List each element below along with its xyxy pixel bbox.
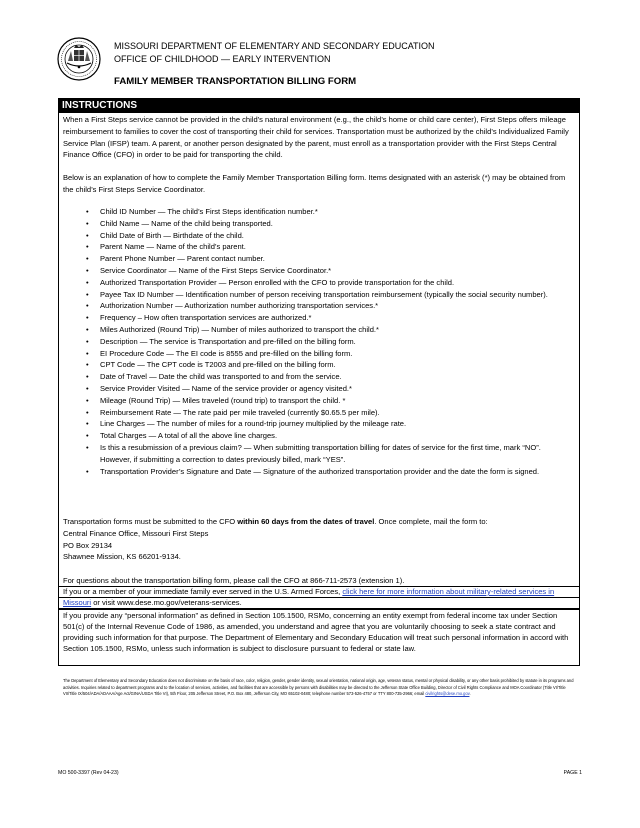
veterans-text: If you or a member of your immediate family ever served in the U.S. Armed Forces, click here for more information about military-related services in Missouri or visit www.dese.mo.gov/veterans-services. xyxy=(63,587,555,607)
privacy-notice: If you provide any “personal information” as defined in Section 105.1500, RSMo, concerning an entity exempt from federal income tax under Section 501(c) of the Internal Revenue Code of 1986, as amended, you understand and agree that you are voluntarily choosing to seek a state contract and providing such information for that purpose. The Department of Elementary and Secondary Education will treat such personal information in accord with Section 105.1500, RSMo, unless such information is subject to disclosure pursuant to federal or state law. xyxy=(63,611,569,653)
list-item: • EI Procedure Code — The EI code is 8555 and pre-filled on the billing form. xyxy=(86,348,572,360)
nondiscrimination-notice: The Department of Elementary and Secondary Education does not discriminate on the basis of race, color, religion, gender, gender identity, sexual orientation, national origin, age, veteran status, mental or physical disability, or any other basis prohibited by statute in its programs and activities. Inquiries related to department programs and to the location of services, activities, and facilities that are accessible by persons with disabilities may be directed to the Jefferson State Office Building, Director of Civil Rights Compliance and MOA Coordinator (Title VI/Title VII/Title IX/504/ADA/ADAAA/Age Act/GINA/USDA Title VI), 5th Floor, 205 Jefferson Street, P.O. Box 480, Jefferson City, MO 65102-0480; telephone number 573-526-4757 or TTY 800-735-2966; email civilrights@dese.mo.gov. xyxy=(63,678,574,697)
form-title: FAMILY MEMBER TRANSPORTATION BILLING FORM xyxy=(114,76,357,87)
deadline-text: within 60 days from the dates of travel xyxy=(237,517,375,526)
list-item: • Date of Travel — Date the child was transported to and from the service. xyxy=(86,371,572,383)
explanation-paragraph: Below is an explanation of how to complete the Family Member Transportation Billing form. Items designated with an asterisk (*) may be obtained from the child’s First Steps Service Coordinator. xyxy=(63,173,566,194)
office-name: OFFICE OF CHILDHOOD — EARLY INTERVENTION xyxy=(114,54,331,64)
questions-text: For questions about the transportation billing form, please call the CFO at 866-711-2573 (extension 1). xyxy=(63,576,405,585)
list-item: • Service Provider Visited — Name of the service provider or agency visited.* xyxy=(86,383,572,395)
list-item: • Mileage (Round Trip) — Miles traveled (round trip) to transport the child. * xyxy=(86,395,572,407)
form-number: MO 500-3397 (Rev 04-23) xyxy=(58,770,119,776)
address-line: Shawnee Mission, KS 66201-9134. xyxy=(63,552,181,562)
field-list xyxy=(86,206,572,477)
department-name: MISSOURI DEPARTMENT OF ELEMENTARY AND SECONDARY EDUCATION xyxy=(114,41,435,51)
list-item: • Line Charges — The number of miles for a round-trip journey multiplied by the mileage rate. xyxy=(86,418,572,430)
list-item: • Is this a resubmission of a previous claim? — When submitting transportation billing for dates of service for the first time, mark “NO”. However, if submitting a correction to dates previously billed, mark “YES”. xyxy=(86,442,572,466)
list-item: • Parent Phone Number — Parent contact number. xyxy=(86,253,572,265)
list-item: • Total Charges — A total of all the above line charges. xyxy=(86,430,572,442)
list-item: • Transportation Provider’s Signature and Date — Signature of the authorized transportation provider and the date the form is signed. xyxy=(86,466,572,478)
address-line: Central Finance Office, Missouri First Steps xyxy=(63,528,209,538)
list-item: • Miles Authorized (Round Trip) — Number of miles authorized to transport the child.* xyxy=(86,324,572,336)
missouri-state-seal-icon xyxy=(57,37,101,81)
list-item: • Description — The service is Transportation and pre-filled on the billing form. xyxy=(86,336,572,348)
list-item: • Reimbursement Rate — The rate paid per mile traveled (currently $0.65.5 per mile). xyxy=(86,407,572,419)
submission-sentence: Transportation forms must be submitted to the CFO within 60 days from the dates of travel. Once complete, mail the form to: xyxy=(63,517,488,526)
address-line: PO Box 29134 xyxy=(63,540,113,550)
list-item: • Payee Tax ID Number — Identification number of person receiving transportation reimbursement (typically the social security number). xyxy=(86,289,572,301)
page-number: PAGE 1 xyxy=(563,770,582,776)
list-item: • Child ID Number — The child’s First Steps identification number.* xyxy=(86,206,572,218)
submission-block xyxy=(63,516,575,563)
list-item: • CPT Code — The CPT code is T2003 and pre-filled on the billing form. xyxy=(86,359,572,371)
list-item: • Authorized Transportation Provider — Person enrolled with the CFO to provide transportation for the child. xyxy=(86,277,572,289)
list-item: • Frequency – How often transportation services are authorized.* xyxy=(86,312,572,324)
list-item: • Child Name — Name of the child being transported. xyxy=(86,218,572,230)
list-item: • Child Date of Birth — Birthdate of the child. xyxy=(86,230,572,242)
list-item: • Authorization Number — Authorization number authorizing transportation services.* xyxy=(86,300,572,312)
instructions-heading: INSTRUCTIONS xyxy=(58,98,580,113)
intro-paragraph: When a First Steps service cannot be provided in the child’s natural environment (e.g., the child’s home or child care center), First Steps offers mileage reimbursement to families to cover the cost of transporting their child for services. Transportation must be authorized by the child’s Individualized Family Service Plan (IFSP) team. A parent, or another person designated by the parent, must enroll as a transportation provider with the First Steps Central Finance Office (CFO) in order to be paid for transporting the child. xyxy=(63,115,569,160)
civil-rights-email-link[interactable]: civilrights@dese.mo.gov xyxy=(425,691,470,697)
list-item: • Parent Name — Name of the child’s parent. xyxy=(86,241,572,253)
military-services-link[interactable]: click here for more information about military-related services in Missouri xyxy=(63,587,555,607)
list-item: • Service Coordinator — Name of the First Steps Service Coordinator.* xyxy=(86,265,572,277)
